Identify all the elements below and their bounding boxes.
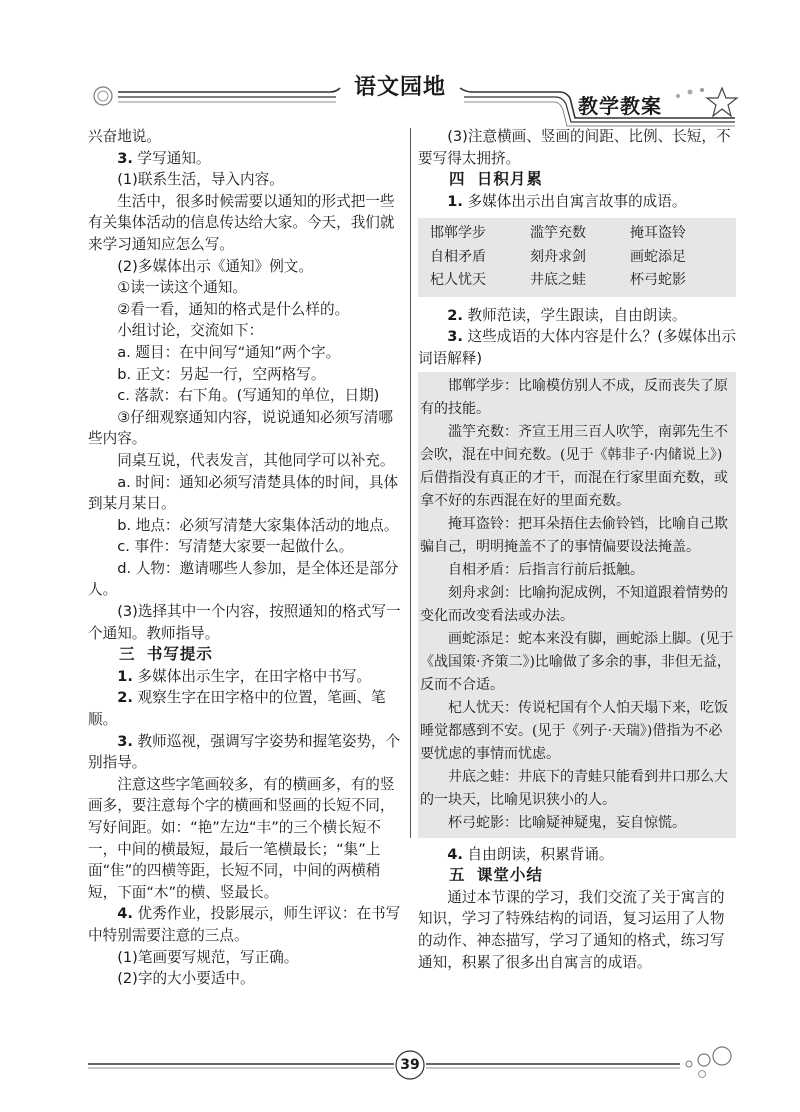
paragraph bbox=[418, 126, 736, 169]
item-number: 3. bbox=[447, 328, 463, 346]
paragraph-text: ③仔细观察通知内容，说说通知必须写清哪些内容。 bbox=[88, 408, 393, 448]
paragraph bbox=[88, 687, 404, 730]
paragraph-text: 生活中，很多时候需要以通知的形式把一些有关集体活动的信息传达给大家。今天，我们就来学习通知应怎么写。 bbox=[88, 192, 395, 253]
paragraph-text: 教师范读，学生跟读，自由朗读。 bbox=[467, 306, 687, 324]
paragraph-text: c. 落款：右下角。(写通知的单位，日期) bbox=[117, 387, 380, 405]
paragraph-text: 多媒体出示生字，在田字格中书写。 bbox=[137, 667, 372, 685]
right-mid-section bbox=[418, 305, 736, 370]
idiom-explanations bbox=[418, 372, 736, 838]
right-top-section bbox=[418, 126, 736, 212]
paragraph-text: ①读一读这个通知。 bbox=[117, 279, 248, 297]
section-heading bbox=[418, 169, 736, 191]
idiom-explanation: 滥竽充数：齐宣王用三百人吹竽，南郭先生不会吹，混在中间充数。(见于《韩非子·内储说上》)后借指没有真正的才干，而混在行家里面充数，或拿不好的东西混在好的里面充数。 bbox=[420, 423, 728, 509]
paragraph bbox=[88, 601, 404, 644]
right-bottom-section bbox=[418, 844, 736, 974]
idiom-explanation: 画蛇添足：蛇本来没有脚，画蛇添上脚。(见于《战国策·齐策二》)比喻做了多余的事，非但无益，反而不合适。 bbox=[420, 630, 734, 693]
idiom-explanation: 自相矛盾：后指言行前后抵触。 bbox=[448, 561, 644, 578]
paragraph-text: (3)注意横画、竖画的间距、比例、长短，不要写得太拥挤。 bbox=[418, 128, 731, 167]
paragraph-text: (1)笔画要写规范，写正确。 bbox=[117, 948, 299, 966]
paragraph bbox=[88, 342, 404, 364]
paragraph bbox=[418, 326, 736, 369]
paragraph bbox=[88, 536, 404, 558]
page-header bbox=[0, 0, 800, 130]
section-heading bbox=[418, 865, 736, 887]
paragraph-text: (2)字的大小要适中。 bbox=[117, 970, 255, 988]
page-footer bbox=[0, 1030, 800, 1090]
paragraph-text: 自由朗读，积累背诵。 bbox=[467, 845, 614, 863]
paragraph bbox=[88, 731, 404, 774]
paragraph bbox=[418, 191, 736, 213]
idiom-explanation: 杯弓蛇影：比喻疑神疑鬼，妄自惊慌。 bbox=[448, 814, 686, 831]
idiom-item: 滥竽充数 bbox=[530, 225, 586, 242]
paragraph bbox=[88, 515, 404, 537]
section-title: 日积月累 bbox=[476, 170, 543, 189]
item-number: 3. bbox=[117, 732, 133, 750]
idiom-item: 掩耳盗铃 bbox=[630, 225, 686, 242]
paragraph bbox=[88, 774, 404, 904]
paragraph bbox=[88, 472, 404, 515]
idiom-item: 杯弓蛇影 bbox=[630, 272, 686, 289]
paragraph bbox=[88, 126, 404, 148]
paragraph-text: 兴奋地说。 bbox=[88, 128, 161, 145]
section-number: 三 bbox=[119, 645, 136, 664]
paragraph bbox=[88, 947, 404, 969]
item-number: 4. bbox=[447, 845, 463, 863]
idiom-item: 井底之蛙 bbox=[530, 272, 586, 289]
paragraph-text: 教师巡视，强调写字姿势和握笔姿势，个别指导。 bbox=[88, 732, 401, 772]
idiom-explanation: 刻舟求剑：比喻拘泥成例，不知道跟着情势的变化而改变看法或办法。 bbox=[420, 584, 728, 624]
section-number: 四 bbox=[449, 170, 466, 189]
paragraph bbox=[88, 385, 404, 407]
idiom-explanation: 井底之蛙：井底下的青蛙只能看到井口那么大的一块天，比喻见识狭小的人。 bbox=[420, 768, 728, 808]
paragraph bbox=[88, 169, 404, 191]
paragraph-text: 学写通知。 bbox=[137, 149, 211, 167]
paragraph bbox=[88, 968, 404, 990]
paragraph bbox=[88, 299, 404, 321]
idiom-explanation: 掩耳盗铃：把耳朵捂住去偷铃铛，比喻自己欺骗自己，明明掩盖不了的事情偏要设法掩盖。 bbox=[420, 515, 728, 555]
paragraph bbox=[88, 407, 404, 450]
page-number: 39 bbox=[400, 1057, 420, 1073]
section-number: 五 bbox=[449, 866, 466, 885]
paragraph bbox=[418, 887, 736, 973]
idiom-list bbox=[418, 218, 736, 297]
paragraph bbox=[88, 558, 404, 601]
item-number: 2. bbox=[447, 306, 463, 324]
right-column bbox=[418, 126, 736, 973]
idiom-item: 刻舟求剑 bbox=[530, 248, 586, 265]
paragraph bbox=[88, 320, 404, 342]
header-label: 教学教案 bbox=[578, 94, 662, 118]
paragraph-text: (3)选择其中一个内容，按照通知的格式写一个通知。教师指导。 bbox=[88, 603, 401, 642]
idiom-item: 自相矛盾 bbox=[430, 248, 486, 265]
paragraph-text: 这些成语的大体内容是什么？(多媒体出示词语解释) bbox=[418, 328, 736, 368]
paragraph-text: a. 时间：通知必须写清楚具体的时间，具体到某月某日。 bbox=[88, 473, 399, 513]
idiom-explanation: 邯郸学步：比喻模仿别人不成，反而丧失了原有的技能。 bbox=[420, 377, 728, 417]
paragraph-text: 同桌互说，代表发言，其他同学可以补充。 bbox=[117, 451, 395, 469]
paragraph bbox=[88, 191, 404, 256]
star-icon bbox=[707, 88, 737, 116]
item-number: 2. bbox=[117, 689, 133, 707]
paragraph-text: 注意这些字笔画较多，有的横画多，有的竖画多，要注意每个字的横画和竖画的长短不同，写好间距。如：“艳”左边“丰”的三个横长短不一，中间的横最短，最后一笔横最长；“集”上面“隹”的四横等距，长短不同，中间的两横稍短，下面“木”的横、竖最长。 bbox=[88, 775, 395, 901]
idiom-explanation: 杞人忧天：传说杞国有个人怕天塌下来，吃饭睡觉都感到不安。(见于《列子·天瑞》)借指为不必要忧虑的事情而忧虑。 bbox=[420, 699, 728, 762]
paragraph bbox=[88, 903, 404, 946]
column-divider bbox=[410, 128, 411, 838]
item-number: 1. bbox=[117, 667, 133, 685]
paragraph bbox=[418, 844, 736, 866]
idiom-item: 邯郸学步 bbox=[430, 225, 486, 242]
paragraph-text: 通过本节课的学习，我们交流了关于寓言的知识，学习了特殊结构的词语，复习运用了人物的动作、神态描写，学习了通知的格式，练习写通知，积累了很多出自寓言的成语。 bbox=[418, 888, 725, 971]
paragraph-text: a. 题目：在中间写“通知”两个字。 bbox=[117, 343, 341, 361]
paragraph-text: 观察生字在田字格中的位置，笔画、笔顺。 bbox=[88, 689, 386, 729]
item-number: 3. bbox=[117, 149, 133, 167]
paragraph bbox=[88, 666, 404, 688]
left-column bbox=[88, 126, 404, 990]
paragraph bbox=[88, 364, 404, 386]
paragraph-text: 多媒体出示出自寓言故事的成语。 bbox=[467, 192, 687, 210]
paragraph bbox=[88, 148, 404, 170]
section-title: 课堂小结 bbox=[476, 866, 543, 885]
header-decoration bbox=[0, 0, 800, 130]
section-heading bbox=[88, 644, 404, 666]
paragraph bbox=[88, 277, 404, 299]
idiom-item: 杞人忧天 bbox=[430, 272, 486, 289]
paragraph bbox=[88, 256, 404, 278]
paragraph bbox=[418, 305, 736, 327]
paragraph-text: b. 地点：必须写清楚大家集体活动的地点。 bbox=[117, 516, 399, 534]
paragraph-text: b. 正文：另起一行，空两格写。 bbox=[117, 365, 326, 383]
header-title: 语文园地 bbox=[353, 75, 446, 100]
paragraph-text: (2)多媒体出示《通知》例文。 bbox=[117, 257, 313, 275]
idiom-item: 画蛇添足 bbox=[630, 248, 686, 265]
paragraph-text: ②看一看，通知的格式是什么样的。 bbox=[117, 300, 350, 318]
paragraph-text: 小组讨论，交流如下： bbox=[117, 322, 264, 340]
paragraph bbox=[88, 450, 404, 472]
paragraph-text: 优秀作业，投影展示，师生评议：在书写中特别需要注意的三点。 bbox=[88, 905, 401, 944]
item-number: 1. bbox=[447, 192, 463, 210]
paragraph-text: (1)联系生活，导入内容。 bbox=[117, 171, 284, 189]
paragraph-text: d. 人物：邀请哪些人参加，是全体还是部分人。 bbox=[88, 559, 399, 599]
paragraph-text: c. 事件：写清楚大家要一起做什么。 bbox=[117, 538, 354, 556]
item-number: 4. bbox=[117, 905, 133, 923]
section-title: 书写提示 bbox=[146, 645, 213, 664]
